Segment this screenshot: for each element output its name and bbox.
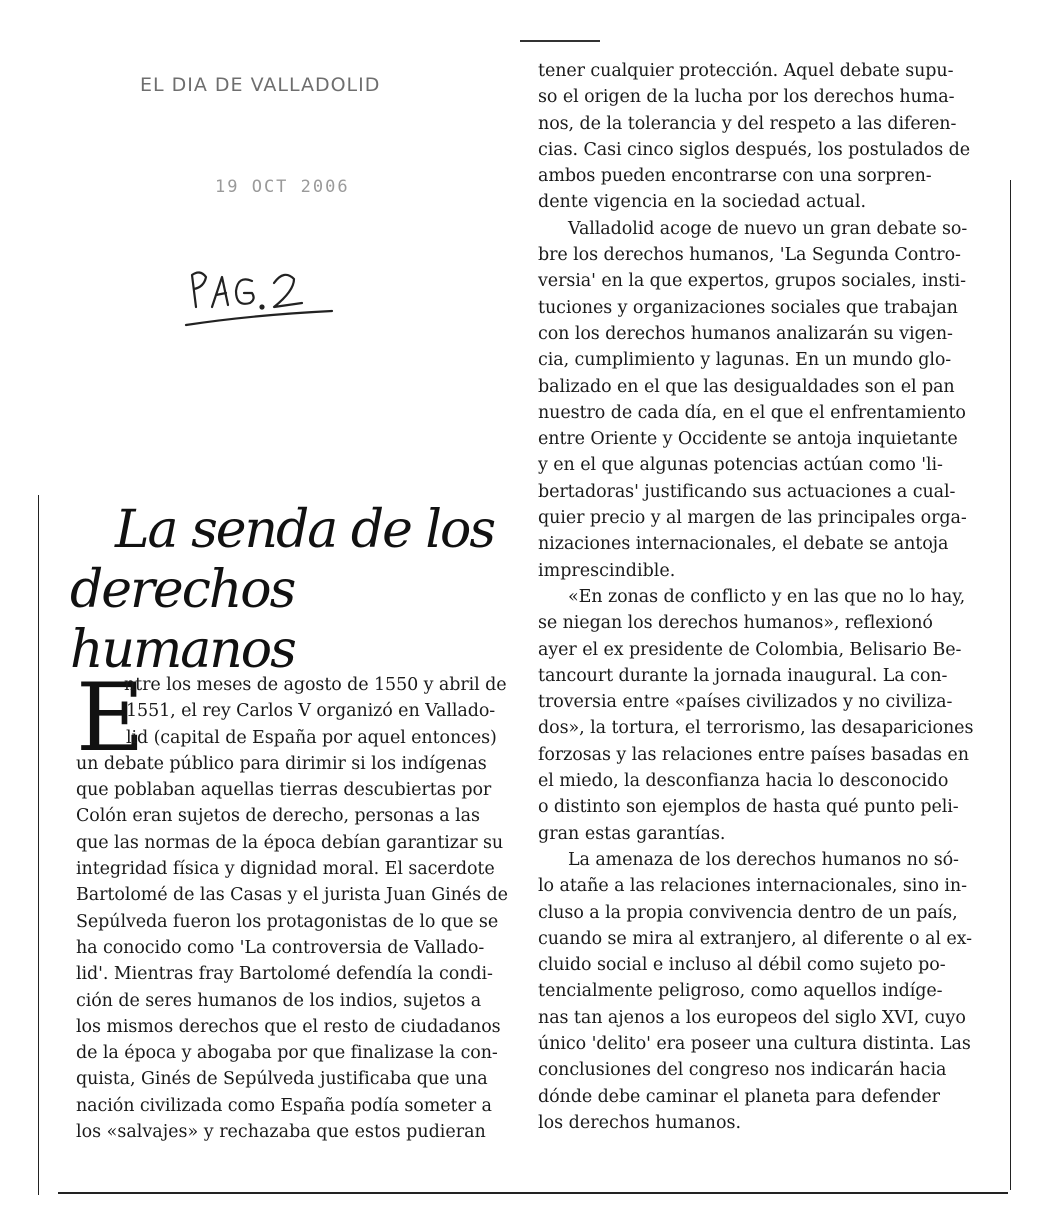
article-line: 1551, el rey Carlos V organizó en Vallado-	[126, 701, 496, 722]
article-headline	[70, 500, 530, 680]
article-line: nas tan ajenos a los europeos del siglo XVI, cuyo	[538, 1007, 966, 1028]
right-column-rule	[1010, 180, 1011, 1190]
article-line: gran estas garantías.	[538, 823, 726, 844]
article-line: tuciones y organizaciones sociales que trabajan	[538, 297, 958, 318]
article-line: dente vigencia en la sociedad actual.	[538, 192, 867, 213]
article-line: bertadoras' justificando sus actuaciones a cual-	[538, 481, 956, 502]
article-line: forzosas y las relaciones entre países basadas en	[538, 744, 969, 765]
article-line: único 'delito' era poseer una cultura distinta. Las	[538, 1033, 971, 1054]
article-line: los derechos humanos.	[538, 1112, 742, 1133]
article-line: lid (capital de España por aquel entonces)	[126, 727, 497, 748]
article-line: Sepúlveda fueron los protagonistas de lo que se	[76, 911, 499, 932]
article-line: con los derechos humanos analizarán su vigen-	[538, 323, 953, 344]
article-line: cluso a la propia convivencia dentro de un país,	[538, 902, 958, 923]
article-line: Valladolid acoge de nuevo un gran debate so-	[568, 218, 968, 239]
article-line: La amenaza de los derechos humanos no só-	[568, 849, 959, 870]
article-line: nos, de la tolerancia y del respeto a las diferen-	[538, 113, 957, 134]
article-line: balizado en el que las desigualdades son el pan	[538, 376, 955, 397]
article-line: los «salvajes» y rechazaba que estos pudieran	[76, 1122, 486, 1143]
article-line: lid'. Mientras fray Bartolomé defendía la condi-	[76, 964, 493, 985]
article-line: troversia entre «países civilizados y no civiliza-	[538, 692, 953, 713]
article-line: integridad física y dignidad moral. El sacerdote	[76, 859, 495, 880]
article-line: cias. Casi cinco siglos después, los postulados de	[538, 139, 970, 160]
headline-line-1: La senda de los	[115, 500, 495, 560]
article-line: ayer el ex presidente de Colombia, Belisario Be-	[538, 639, 962, 660]
article-line: tencialmente peligroso, como aquellos indíge-	[538, 981, 943, 1002]
date-stamp: 19 OCT 2006	[215, 177, 350, 197]
article-line: versia' en la que expertos, grupos sociales, insti-	[538, 271, 966, 292]
article-line: ntre los meses de agosto de 1550 y abril de	[124, 675, 507, 695]
article-line: tancourt durante la jornada inaugural. La con-	[538, 665, 948, 686]
article-line: dos», la tortura, el terrorismo, las desapariciones	[538, 718, 974, 739]
article-line: Colón eran sujetos de derecho, personas a las	[76, 806, 480, 827]
article-line: o distinto son ejemplos de hasta qué punto peli-	[538, 797, 959, 818]
article-column-right	[538, 58, 1000, 1136]
article-line: bre los derechos humanos, 'La Segunda Contro-	[538, 245, 961, 266]
bottom-rule	[58, 1192, 1008, 1194]
article-line: ha conocido como 'La controversia de Vallado-	[76, 937, 485, 958]
article-line: de la época y abogaba por que finalizase la con-	[76, 1043, 498, 1064]
article-line: que las normas de la época debían garantizar su	[76, 832, 504, 853]
article-line: Bartolomé de las Casas y el jurista Juan Ginés de	[76, 885, 508, 906]
article-line: y en el que algunas potencias actúan como 'li-	[538, 455, 943, 476]
article-line: un debate público para dirimir si los indígenas	[76, 753, 487, 774]
article-line: dónde debe caminar el planeta para defender	[538, 1086, 940, 1107]
headline-line-2: derechos humanos	[70, 560, 295, 680]
article-line: ción de seres humanos de los indios, sujetos a	[76, 990, 482, 1011]
article-line: cluido social e incluso al débil como sujeto po-	[538, 955, 946, 976]
article-line: ambos pueden encontrarse con una sorpren-	[538, 166, 932, 187]
newspaper-stamp: EL DIA DE VALLADOLID	[140, 74, 381, 96]
article-line: tener cualquier protección. Aquel debate supu-	[538, 61, 954, 81]
left-column-rule	[38, 495, 39, 1195]
article-line: so el origen de la lucha por los derechos huma-	[538, 87, 955, 108]
article-line: nación civilizada como España podía someter a	[76, 1095, 492, 1116]
article-line: el miedo, la desconfianza hacia lo desconocido	[538, 771, 949, 792]
article-line: cia, cumplimiento y lagunas. En un mundo glo-	[538, 350, 952, 371]
article-line: lo atañe a las relaciones internacionales, sino in-	[538, 876, 967, 897]
drop-cap: E	[76, 664, 145, 773]
article-line: nuestro de cada día, en el que el enfrentamiento	[538, 402, 966, 423]
article-line: entre Oriente y Occidente se antoja inquietante	[538, 429, 958, 450]
article-line: que poblaban aquellas tierras descubiertas por	[76, 780, 492, 801]
article-line: se niegan los derechos humanos», reflexionó	[538, 613, 933, 634]
article-line: «En zonas de conflicto y en las que no lo hay,	[568, 586, 966, 607]
article-line: los mismos derechos que el resto de ciudadanos	[76, 1016, 501, 1037]
article-line: imprescindible.	[538, 560, 676, 581]
handwritten-page-note	[182, 255, 342, 345]
article-line: cuando se mira al extranjero, al diferente o al ex-	[538, 928, 972, 949]
article-line: quista, Ginés de Sepúlveda justificaba que una	[76, 1069, 488, 1090]
article-column-left	[76, 664, 532, 1145]
top-rule	[520, 40, 600, 42]
article-line: conclusiones del congreso nos indicarán hacia	[538, 1060, 947, 1081]
article-line: nizaciones internacionales, el debate se antoja	[538, 534, 949, 555]
article-line: quier precio y al margen de las principales orga-	[538, 508, 967, 529]
